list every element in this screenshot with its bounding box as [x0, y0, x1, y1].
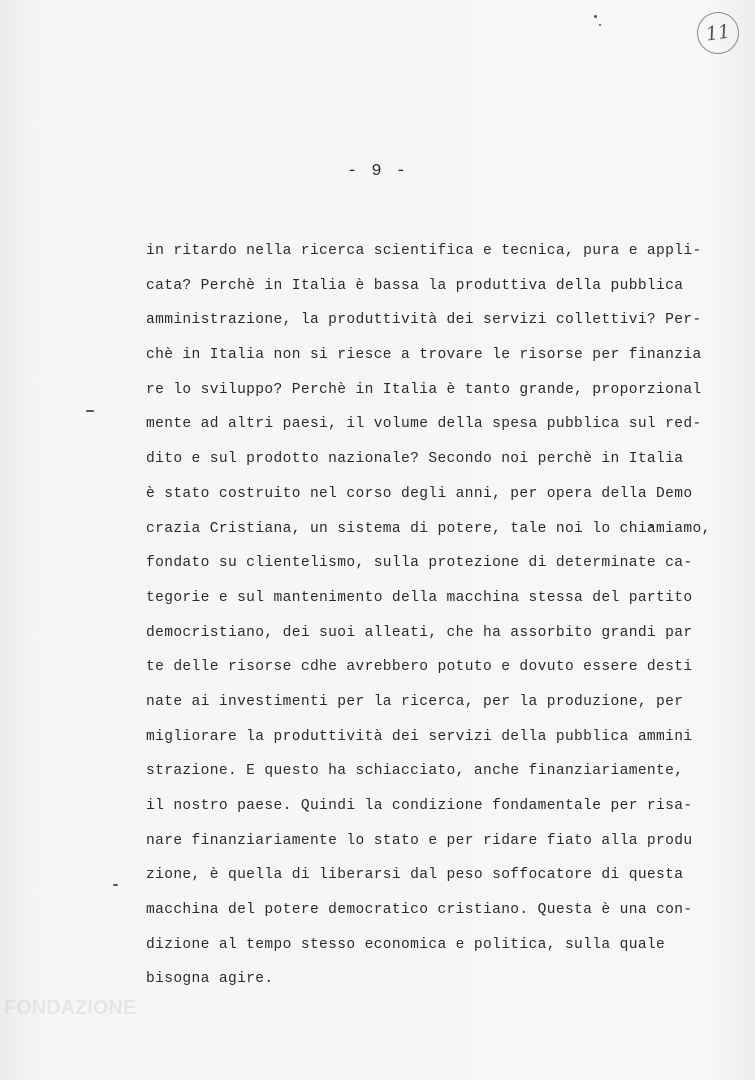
stamp-number: 11 [704, 20, 732, 46]
text-line: migliorare la produttività dei servizi della pubblica ammini [146, 728, 693, 745]
text-line: te delle risorse cdhe avrebbero potuto e dovuto essere desti [146, 659, 693, 676]
text-line: bisogna agire. [146, 971, 274, 988]
text-line: zione, è quella di liberarsi dal peso soffocatore di questa [146, 867, 684, 884]
text-line: democristiano, dei suoi alleati, che ha assorbito grandi par [146, 624, 693, 641]
text-line: dizione al tempo stesso economica e politica, sulla quale [146, 936, 666, 953]
text-line: crazia Cristiana, un sistema di potere, tale noi lo chiamiamo, [146, 520, 711, 537]
text-line: tegorie e sul mantenimento della macchina stessa del partito [146, 589, 693, 606]
text-line: dito e sul prodotto nazionale? Secondo noi perchè in Italia [146, 451, 684, 468]
text-line: chè in Italia non si riesce a trovare le risorse per finanzia [146, 347, 702, 364]
ink-mark [113, 884, 118, 886]
text-line: nare finanziariamente lo stato e per ridare fiato alla produ [146, 832, 693, 849]
text-line: è stato costruito nel corso degli anni, per opera della Demo [146, 485, 693, 502]
text-line: fondato su clientelismo, sulla protezione di determinate ca- [146, 555, 693, 572]
text-line: mente ad altri paesi, il volume della spesa pubblica sul red- [146, 416, 702, 433]
ink-mark [86, 410, 94, 412]
text-line: re lo sviluppo? Perchè in Italia è tanto grande, proporzional [146, 381, 702, 398]
typed-paragraph [146, 240, 726, 1003]
archive-page-stamp [694, 9, 741, 56]
text-line: cata? Perchè in Italia è bassa la produttiva della pubblica [146, 277, 684, 294]
text-line: amministrazione, la produttività dei servizi collettivi? Per- [146, 312, 702, 329]
text-line: nate ai investimenti per la ricerca, per la produzione, per [146, 693, 684, 710]
ink-speck [599, 24, 601, 26]
text-line: in ritardo nella ricerca scientifica e tecnica, pura e appli- [146, 243, 702, 259]
archive-watermark: FONDAZIONE [4, 997, 137, 1019]
text-line: strazione. E questo ha schiacciato, anche finanziariamente, [146, 763, 684, 780]
ink-speck [594, 15, 597, 18]
text-line: macchina del potere democratico cristiano. Questa è una con- [146, 902, 693, 919]
page-number: - 9 - [346, 162, 408, 181]
text-line: il nostro paese. Quindi la condizione fondamentale per risa- [146, 798, 693, 814]
